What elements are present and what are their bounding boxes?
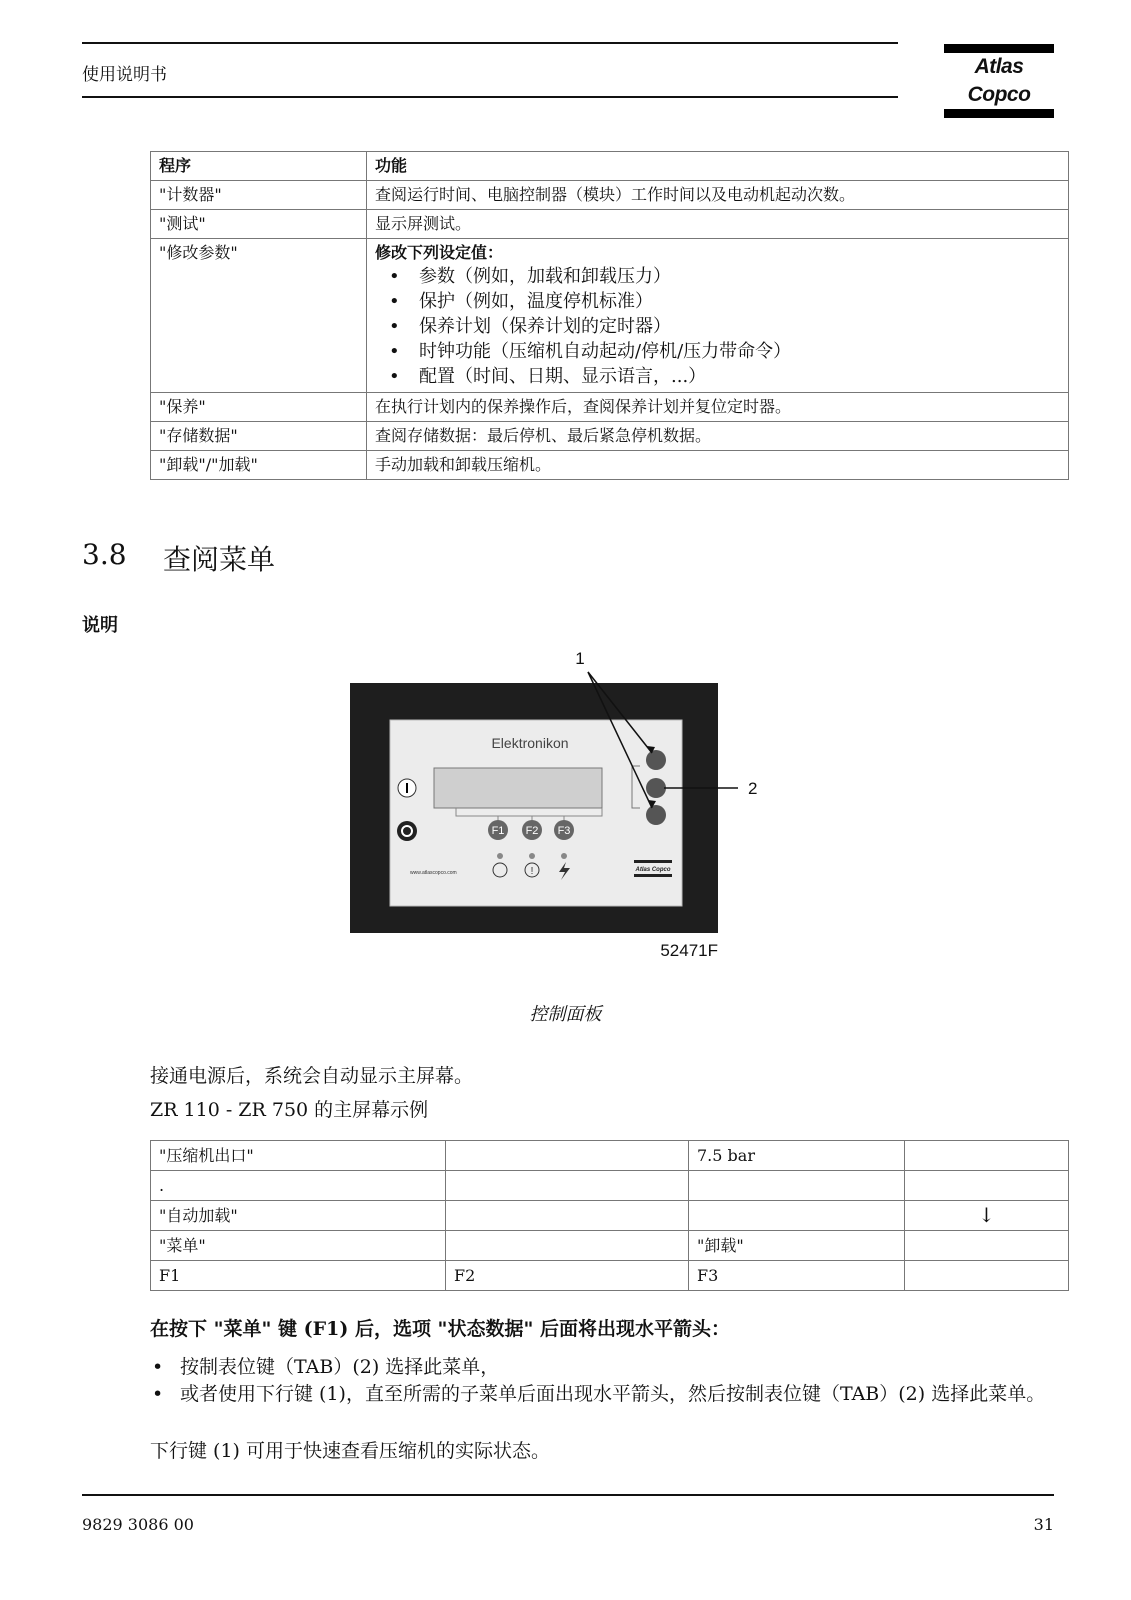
table-row	[151, 181, 1069, 210]
table-row	[151, 1261, 1069, 1291]
header-title: 使用说明书	[82, 65, 167, 85]
table-row	[151, 1171, 1069, 1201]
footer-rule	[82, 1494, 1054, 1496]
screen-cell	[689, 1201, 905, 1231]
paragraph-example: ZR 110 - ZR 750 的主屏幕示例	[150, 1099, 429, 1121]
screen-cell: "压缩机出口"	[151, 1141, 446, 1171]
table-row	[151, 1231, 1069, 1261]
list-item: • 配置（时间、日期、显示语言，...）	[389, 364, 1060, 389]
header-program: 程序	[151, 152, 367, 181]
header-bottom-rule	[82, 96, 898, 98]
screen-cell: "卸载"	[689, 1231, 905, 1261]
screen-cell	[905, 1261, 1069, 1291]
down-key	[646, 805, 666, 825]
list-item: • 保养计划（保养计划的定时器）	[389, 314, 1060, 339]
control-panel-illustration	[350, 648, 770, 988]
section-title: 查阅菜单	[163, 543, 276, 576]
main-screen-table	[150, 1140, 1069, 1291]
svg-text:!: !	[530, 866, 534, 877]
list-item: • 保护（例如，温度停机标准）	[389, 289, 1060, 314]
subheading: 说明	[82, 615, 118, 636]
screen-cell: .	[151, 1171, 446, 1201]
screen-cell	[446, 1201, 689, 1231]
lcd-display	[434, 768, 602, 808]
screen-cell	[446, 1171, 689, 1201]
program-cell: "修改参数"	[151, 239, 367, 393]
list-item: • 按制表位键（TAB）(2) 选择此菜单，	[150, 1354, 1055, 1381]
function-cell: 显示屏测试。	[367, 210, 1069, 239]
screen-cell	[905, 1171, 1069, 1201]
program-cell: "保养"	[151, 393, 367, 422]
instruction-list	[150, 1354, 1055, 1408]
down-arrow-icon: ↓	[905, 1201, 1069, 1231]
program-cell: "卸载"/"加载"	[151, 451, 367, 480]
list-item: • 或者使用下行键 (1)，直至所需的子菜单后面出现水平箭头，然后按制表位键（TAB）(2) 选择此菜单。	[150, 1381, 1055, 1408]
function-intro: 修改下列设定值：	[375, 243, 504, 262]
section-number: 3.8	[82, 538, 127, 571]
website-label: www.atlascopco.com	[410, 870, 457, 876]
program-cell: "计数器"	[151, 181, 367, 210]
program-cell: "存储数据"	[151, 422, 367, 451]
figure-caption: 控制面板	[529, 1004, 602, 1025]
list-item: • 参数（例如，加载和卸载压力）	[389, 264, 1060, 289]
header-top-rule	[82, 42, 898, 44]
screen-cell: 7.5 bar	[689, 1141, 905, 1171]
f1-label: F1	[491, 825, 505, 837]
screen-cell: F1	[151, 1261, 446, 1291]
program-cell: "测试"	[151, 210, 367, 239]
f2-label: F2	[525, 825, 539, 837]
screen-cell: "菜单"	[151, 1231, 446, 1261]
doc-number: 9829 3086 00	[82, 1515, 194, 1534]
page-number: 31	[1033, 1515, 1054, 1534]
up-key	[646, 750, 666, 770]
screen-cell	[446, 1141, 689, 1171]
paragraph-power-on: 接通电源后，系统会自动显示主屏幕。	[150, 1065, 474, 1087]
screen-cell: "自动加载"	[151, 1201, 446, 1231]
table-row	[151, 422, 1069, 451]
tab-key	[646, 778, 666, 798]
table-row	[151, 451, 1069, 480]
paragraph-down-key: 下行键 (1) 可用于快速查看压缩机的实际状态。	[150, 1440, 550, 1462]
function-cell: 在执行计划内的保养操作后，查阅保养计划并复位定时器。	[367, 393, 1069, 422]
screen-cell	[905, 1231, 1069, 1261]
function-cell: 手动加载和卸载压缩机。	[367, 451, 1069, 480]
function-cell: 查阅存储数据：最后停机、最后紧急停机数据。	[367, 422, 1069, 451]
table-row	[151, 210, 1069, 239]
callout-1: 1	[575, 649, 585, 668]
screen-cell	[905, 1141, 1069, 1171]
screen-cell: F3	[689, 1261, 905, 1291]
list-item: • 时钟功能（压缩机自动起动/停机/压力带命令）	[389, 339, 1060, 364]
logo-text: Atlas Copco	[967, 55, 1031, 106]
table-row	[151, 1201, 1069, 1231]
function-cell	[367, 239, 1069, 393]
instruction-heading: 在按下 "菜单" 键 (F1) 后，选项 "状态数据" 后面将出现水平箭头：	[150, 1318, 730, 1340]
small-logo: Atlas Copco	[635, 867, 671, 873]
screen-cell: F2	[446, 1261, 689, 1291]
header-function: 功能	[367, 152, 1069, 181]
table-row	[151, 1141, 1069, 1171]
atlas-copco-logo	[944, 44, 1054, 118]
control-panel-figure	[350, 648, 770, 988]
table-row	[151, 393, 1069, 422]
table-row	[151, 239, 1069, 393]
callout-2: 2	[748, 779, 758, 798]
screen-cell	[689, 1171, 905, 1201]
screen-cell	[446, 1231, 689, 1261]
brand-label: Elektronikon	[491, 735, 569, 751]
function-cell: 查阅运行时间、电脑控制器（模块）工作时间以及电动机起动次数。	[367, 181, 1069, 210]
stop-button	[397, 821, 417, 841]
image-code: 52471F	[660, 941, 718, 960]
program-table	[150, 151, 1069, 480]
table-header-row	[151, 152, 1069, 181]
settings-list	[375, 264, 1060, 389]
f3-label: F3	[557, 825, 571, 837]
